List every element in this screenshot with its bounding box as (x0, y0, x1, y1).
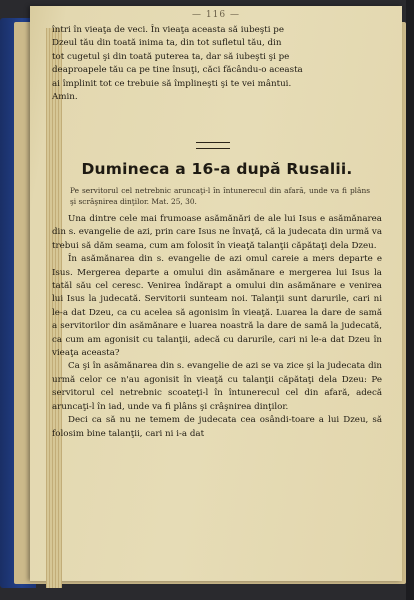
page-number: — 116 — (192, 10, 240, 20)
intro-line: Amin. (52, 92, 78, 103)
intro-line: ai împlinit tot ce trebuie să împlineşti şi te vei mântui. (52, 78, 292, 89)
paragraph: Deci ca să nu ne temem de judecata cea osândi-toare a lui Dzeu, să folosim bine talanţii, cari ni i-a dat (52, 415, 382, 439)
paragraph: Ca şi în asămănarea din s. evangelie de azi se va zice şi la judecata din urmă celor ce n'au agonisit în vieaţă cu talanţii căpătaţi dela Dzeu: Pe servitorul cel netrebnic scoateţi-l în întunerecul cel din afară, adecă aruncaţi-l în iad, unde va fi plâns şi crâşnirea dinţilor. (52, 361, 382, 412)
background-edge (406, 0, 414, 600)
intro-line: deaproapele tău ca pe tine însuţi, căci făcându-o aceasta (52, 65, 303, 76)
body-text (52, 213, 382, 441)
intro-line: tot cugetul şi din toată puterea ta, dar să iubeşti şi pe (52, 51, 290, 62)
book-page (30, 6, 402, 581)
intro-text (52, 24, 382, 104)
section-heading: Dumineca a 16-a după Rusalii. (81, 160, 353, 178)
paragraph: În asămănarea din s. evangelie de azi omul careie a mers departe e Isus. Mergerea departe a omului din asămănare e mergerea lui Isus la tatăl său cel ceresc. Venirea îndărapt a omului din asămănare e venirea lui Isus la judecată. Servitorii sunteam noi. Talanţii sunt darurile, cari ni le-a dat Dzeu, ca cu acelea să agonisim în vieaţă. Luarea la dare de samă a servitorilor din asămănare e luarea noastră la dare de samă la judecată, ca cum am agonisit cu talanţii, adecă cu darurile, cari ni le-a dat Dzeu în vieaţa aceasta? (52, 254, 382, 359)
intro-line: Dzeul tău din toată inima ta, din tot sufletul tău, din (52, 38, 282, 49)
section-divider (196, 142, 230, 149)
intro-line: întri în vieaţa de veci. În vieaţa aceasta să iubeşti pe (52, 25, 284, 35)
epigraph: Pe servitorul cel netrebnic aruncaţi-l în întunerecul din afară, unde va fi plâns şi scrâşnirea dinţilor. Mat. 25, 30. (70, 186, 370, 206)
paragraph: Una dintre cele mai frumoase asămănări de ale lui Isus e asămănarea din s. evangelie de azi, prin care Isus ne învaţă, că la judecata din urmă va trebui să dăm seama, cum am folosit în vieaţă talanţii căpătaţi dela Dzeu. (52, 214, 382, 251)
